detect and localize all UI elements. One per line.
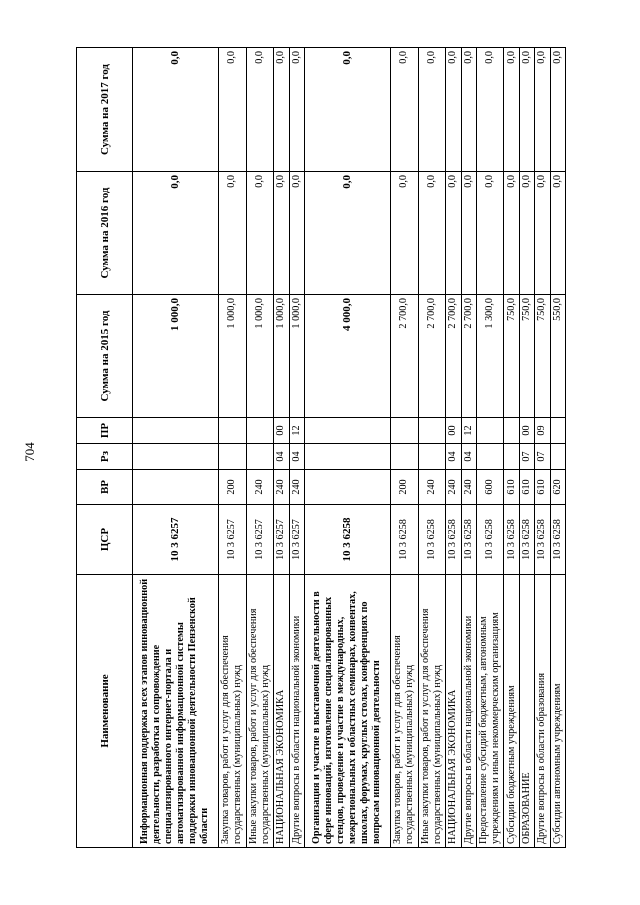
row-rz: 07 bbox=[535, 444, 550, 470]
row-sum-2016: 0,0 bbox=[535, 172, 550, 295]
row-csr: 10 3 6257 bbox=[274, 505, 289, 575]
row-pr: 00 bbox=[446, 418, 461, 444]
row-csr: 10 3 6258 bbox=[550, 505, 566, 575]
row-sum-2016: 0,0 bbox=[274, 172, 289, 295]
row-rz bbox=[418, 444, 446, 470]
header-sum-2015: Сумма на 2015 год bbox=[77, 295, 133, 418]
table-row bbox=[446, 48, 461, 848]
row-sum-2015: 1 000,0 bbox=[133, 295, 219, 418]
row-csr: 10 3 6258 bbox=[446, 505, 461, 575]
row-name: Закупка товаров, работ и услуг для обеспечения государственных (муниципальных) нужд bbox=[218, 575, 246, 848]
row-vr: 240 bbox=[274, 470, 289, 505]
row-name: Другие вопросы в области национальной экономики bbox=[461, 575, 476, 848]
budget-table-container bbox=[76, 48, 566, 848]
row-name: Иные закупки товаров, работ и услуг для обеспечения государственных (муниципальных) нужд bbox=[246, 575, 274, 848]
row-name: ОБРАЗОВАНИЕ bbox=[519, 575, 534, 848]
row-name: Организация и участие в выставочной деятельности в сфере инноваций, изготовление специализированных стендов, проведение и участие в международных, межрегиональных и областных семинарах, конвентах, школах, форумах, круглых столах, конференциях по вопросам инновационной деятельности bbox=[304, 575, 390, 848]
row-sum-2015: 1 000,0 bbox=[218, 295, 246, 418]
row-csr: 10 3 6258 bbox=[535, 505, 550, 575]
row-sum-2016: 0,0 bbox=[461, 172, 476, 295]
row-pr: 09 bbox=[535, 418, 550, 444]
row-csr: 10 3 6257 bbox=[218, 505, 246, 575]
row-pr bbox=[133, 418, 219, 444]
row-vr: 610 bbox=[519, 470, 534, 505]
row-sum-2017: 0,0 bbox=[218, 48, 246, 172]
row-vr: 200 bbox=[390, 470, 418, 505]
row-name: Предоставление субсидий бюджетным, автономным учреждениям и иным некоммерческим организациям bbox=[476, 575, 504, 848]
row-name: Другие вопросы в области национальной экономики bbox=[289, 575, 304, 848]
row-rz bbox=[476, 444, 504, 470]
row-vr: 610 bbox=[535, 470, 550, 505]
row-vr bbox=[133, 470, 219, 505]
row-sum-2017: 0,0 bbox=[504, 48, 519, 172]
row-sum-2016: 0,0 bbox=[550, 172, 566, 295]
row-vr: 620 bbox=[550, 470, 566, 505]
table-row bbox=[418, 48, 446, 848]
header-sum-2016: Сумма на 2016 год bbox=[77, 172, 133, 295]
row-sum-2016: 0,0 bbox=[289, 172, 304, 295]
row-rz bbox=[390, 444, 418, 470]
header-pr: ПР bbox=[77, 418, 133, 444]
row-name: Информационная поддержка всех этапов инновационной деятельности, разработка и сопровождение специализированного интернет-портала и автоматизированной информационной системы поддержки инновационной деятельности Пензенской области bbox=[133, 575, 219, 848]
page-number: 704 bbox=[22, 442, 37, 462]
row-sum-2017: 0,0 bbox=[461, 48, 476, 172]
table-row bbox=[218, 48, 246, 848]
row-sum-2016: 0,0 bbox=[390, 172, 418, 295]
row-vr: 240 bbox=[446, 470, 461, 505]
row-csr: 10 3 6258 bbox=[519, 505, 534, 575]
row-name: НАЦИОНАЛЬНАЯ ЭКОНОМИКА bbox=[446, 575, 461, 848]
row-sum-2017: 0,0 bbox=[550, 48, 566, 172]
row-sum-2017: 0,0 bbox=[446, 48, 461, 172]
row-sum-2017: 0,0 bbox=[304, 48, 390, 172]
table-row bbox=[304, 48, 390, 848]
table-row bbox=[246, 48, 274, 848]
row-sum-2015: 2 700,0 bbox=[446, 295, 461, 418]
table-row bbox=[535, 48, 550, 848]
row-sum-2016: 0,0 bbox=[446, 172, 461, 295]
row-vr: 610 bbox=[504, 470, 519, 505]
table-row bbox=[289, 48, 304, 848]
table-header-row bbox=[77, 48, 133, 848]
row-sum-2015: 2 700,0 bbox=[418, 295, 446, 418]
table-row bbox=[476, 48, 504, 848]
row-sum-2015: 1 000,0 bbox=[274, 295, 289, 418]
row-vr: 200 bbox=[218, 470, 246, 505]
row-sum-2016: 0,0 bbox=[418, 172, 446, 295]
row-rz: 04 bbox=[461, 444, 476, 470]
row-pr: 00 bbox=[274, 418, 289, 444]
row-vr: 240 bbox=[418, 470, 446, 505]
header-rz: Рз bbox=[77, 444, 133, 470]
row-rz bbox=[246, 444, 274, 470]
row-vr: 240 bbox=[246, 470, 274, 505]
table-row bbox=[461, 48, 476, 848]
row-sum-2015: 550,0 bbox=[550, 295, 566, 418]
row-sum-2015: 1 300,0 bbox=[476, 295, 504, 418]
row-sum-2017: 0,0 bbox=[519, 48, 534, 172]
row-rz: 04 bbox=[289, 444, 304, 470]
row-csr: 10 3 6258 bbox=[418, 505, 446, 575]
row-sum-2016: 0,0 bbox=[218, 172, 246, 295]
row-sum-2017: 0,0 bbox=[246, 48, 274, 172]
table-row bbox=[133, 48, 219, 848]
row-sum-2017: 0,0 bbox=[289, 48, 304, 172]
header-csr: ЦСР bbox=[77, 505, 133, 575]
row-csr: 10 3 6257 bbox=[289, 505, 304, 575]
row-pr: 12 bbox=[461, 418, 476, 444]
table-row bbox=[504, 48, 519, 848]
budget-table bbox=[76, 47, 566, 848]
row-vr bbox=[304, 470, 390, 505]
header-vr: ВР bbox=[77, 470, 133, 505]
row-pr bbox=[246, 418, 274, 444]
header-name: Наименование bbox=[77, 575, 133, 848]
row-pr bbox=[550, 418, 566, 444]
row-csr: 10 3 6257 bbox=[246, 505, 274, 575]
row-csr: 10 3 6258 bbox=[390, 505, 418, 575]
row-name: Закупка товаров, работ и услуг для обеспечения государственных (муниципальных) нужд bbox=[390, 575, 418, 848]
row-sum-2015: 750,0 bbox=[535, 295, 550, 418]
row-sum-2016: 0,0 bbox=[133, 172, 219, 295]
row-name: Субсидии бюджетным учреждениям bbox=[504, 575, 519, 848]
table-body bbox=[133, 48, 566, 848]
row-csr: 10 3 6258 bbox=[504, 505, 519, 575]
row-sum-2015: 750,0 bbox=[519, 295, 534, 418]
row-sum-2017: 0,0 bbox=[274, 48, 289, 172]
row-vr: 240 bbox=[461, 470, 476, 505]
row-rz bbox=[504, 444, 519, 470]
row-rz: 04 bbox=[446, 444, 461, 470]
row-sum-2017: 0,0 bbox=[133, 48, 219, 172]
row-pr bbox=[390, 418, 418, 444]
row-rz bbox=[133, 444, 219, 470]
row-sum-2016: 0,0 bbox=[519, 172, 534, 295]
row-sum-2017: 0,0 bbox=[476, 48, 504, 172]
row-vr: 240 bbox=[289, 470, 304, 505]
row-sum-2015: 1 000,0 bbox=[246, 295, 274, 418]
row-csr: 10 3 6258 bbox=[461, 505, 476, 575]
row-sum-2017: 0,0 bbox=[535, 48, 550, 172]
row-rz: 07 bbox=[519, 444, 534, 470]
row-sum-2016: 0,0 bbox=[504, 172, 519, 295]
row-sum-2015: 2 700,0 bbox=[461, 295, 476, 418]
row-sum-2016: 0,0 bbox=[476, 172, 504, 295]
row-pr: 00 bbox=[519, 418, 534, 444]
row-vr: 600 bbox=[476, 470, 504, 505]
header-sum-2017: Сумма на 2017 год bbox=[77, 48, 133, 172]
row-pr bbox=[476, 418, 504, 444]
table-row bbox=[519, 48, 534, 848]
row-name: Субсидии автономным учреждениям bbox=[550, 575, 566, 848]
row-csr: 10 3 6258 bbox=[476, 505, 504, 575]
row-pr bbox=[304, 418, 390, 444]
table-row bbox=[550, 48, 566, 848]
row-csr: 10 3 6258 bbox=[304, 505, 390, 575]
table-row bbox=[390, 48, 418, 848]
row-name: НАЦИОНАЛЬНАЯ ЭКОНОМИКА bbox=[274, 575, 289, 848]
row-rz bbox=[218, 444, 246, 470]
row-name: Иные закупки товаров, работ и услуг для обеспечения государственных (муниципальных) нужд bbox=[418, 575, 446, 848]
row-pr bbox=[504, 418, 519, 444]
row-name: Другие вопросы в области образования bbox=[535, 575, 550, 848]
row-sum-2015: 4 000,0 bbox=[304, 295, 390, 418]
row-rz bbox=[550, 444, 566, 470]
row-sum-2015: 750,0 bbox=[504, 295, 519, 418]
row-rz: 04 bbox=[274, 444, 289, 470]
row-sum-2015: 2 700,0 bbox=[390, 295, 418, 418]
row-pr: 12 bbox=[289, 418, 304, 444]
row-pr bbox=[418, 418, 446, 444]
row-sum-2016: 0,0 bbox=[246, 172, 274, 295]
table-row bbox=[274, 48, 289, 848]
row-csr: 10 3 6257 bbox=[133, 505, 219, 575]
row-pr bbox=[218, 418, 246, 444]
row-rz bbox=[304, 444, 390, 470]
row-sum-2017: 0,0 bbox=[390, 48, 418, 172]
row-sum-2016: 0,0 bbox=[304, 172, 390, 295]
row-sum-2015: 1 000,0 bbox=[289, 295, 304, 418]
row-sum-2017: 0,0 bbox=[418, 48, 446, 172]
